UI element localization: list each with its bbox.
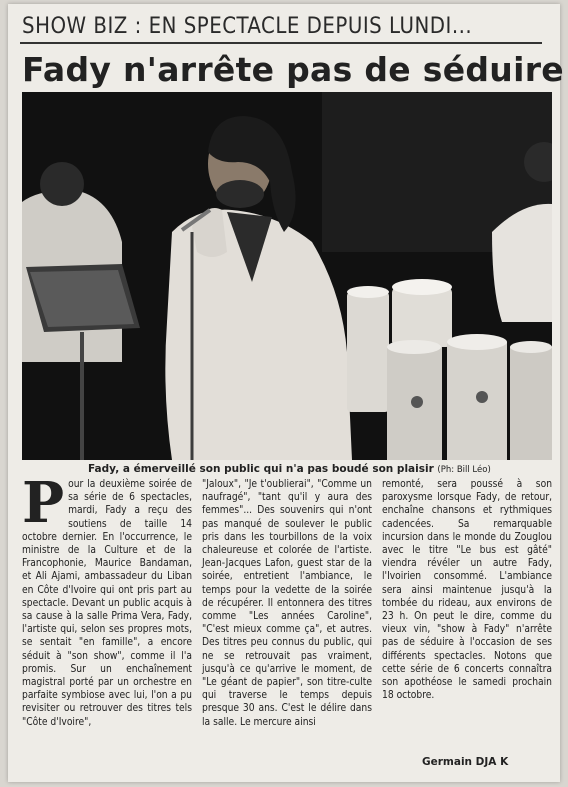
conga-drum-2 — [392, 287, 452, 347]
photo-caption — [88, 463, 491, 475]
kicker-underline — [20, 42, 542, 44]
column-1-text: our la deuxième soirée de sa série de 6 spectacles, mardi, Fady a reçu des soutiens de taille 14 octobre dernier. En l'occurrence, le ministre de la Culture et de la Francophonie, Maurice Bandaman, et Ali Ajami, ambassadeur du Liban en Côte d'Ivoire qui ont pris part au spectacle. Devant un public acquis à sa cause à la salle Prima Vera, Fady, l'artiste qui, selon ses propres mots, se sentait "en famille", a encore séduit à "son show", comme il l'a promis. Sur un enchaînement magistral porté par un orchestre en parfaite symbiose avec lui, l'on a pu revisiter ou retrouver des titres tels "Côte d'Ivoire", — [22, 479, 192, 728]
column-2-text: "Jaloux", "Je t'oublierai", "Comme un naufragé", "tant qu'il y aura des femmes"... Des souvenirs qui n'ont pas manqué de soulever le public pris dans les tourbillons de la voix chaleureuse et colorée de l'artiste. Jean-Jacques Lafon, guest star de la soirée, entretient l'ambiance, le temps pour la vedette de la soirée de récupérer. Il entonnera des titres comme "Les années Caroline", "C'est mieux comme ça", et autres. Des titres peu connus du public, qui ne se retrouvait pas vraiment, jusqu'à ce qu'arrive le moment, de "Le géant de papier", son titre-culte qui traverse le temps depuis presque 30 ans. C'est le délire dans la salle. Le mercure ainsi — [202, 479, 372, 728]
caption-text: Fady, a émerveillé son public qui n'a pas boudé son plaisir — [88, 463, 434, 475]
conga-drum-1 — [347, 292, 389, 412]
article-kicker: SHOW BIZ : EN SPECTACLE DEPUIS LUNDI... — [22, 14, 473, 39]
concert-photo — [22, 92, 552, 460]
article-column-1 — [22, 470, 192, 748]
photo-credit: (Ph: Bill Léo) — [437, 465, 491, 475]
drop-cap: P — [22, 470, 65, 536]
conga-drum-5 — [510, 347, 552, 460]
article-column-3 — [382, 478, 552, 748]
newspaper-clipping — [8, 4, 564, 782]
article-column-2 — [202, 478, 372, 748]
conga-drum-4 — [447, 342, 507, 460]
article-headline: Fady n'arrête pas de séduire — [22, 50, 564, 89]
column-3-text: remonté, sera poussé à son paroxysme lorsque Fady, de retour, enchaîne chansons et rythmiques cadencées. Sa remarquable incursion dans le monde du Zouglou avec le titre "Le bus est gâté" viendra révéler un autre Fady, l'Ivoirien consommé. L'ambiance sera ainsi maintenue jusqu'à la tombée du rideau, aux environs de 23 h. On peut le dire, comme du vieux vin, "show à Fady" n'arrête pas de séduire à l'occasion de ses différents spectacles. Notons que cette série de 6 concerts connaîtra son apothéose le samedi prochain 18 octobre. — [382, 479, 552, 702]
author-signature: Germain DJA K — [422, 756, 509, 768]
